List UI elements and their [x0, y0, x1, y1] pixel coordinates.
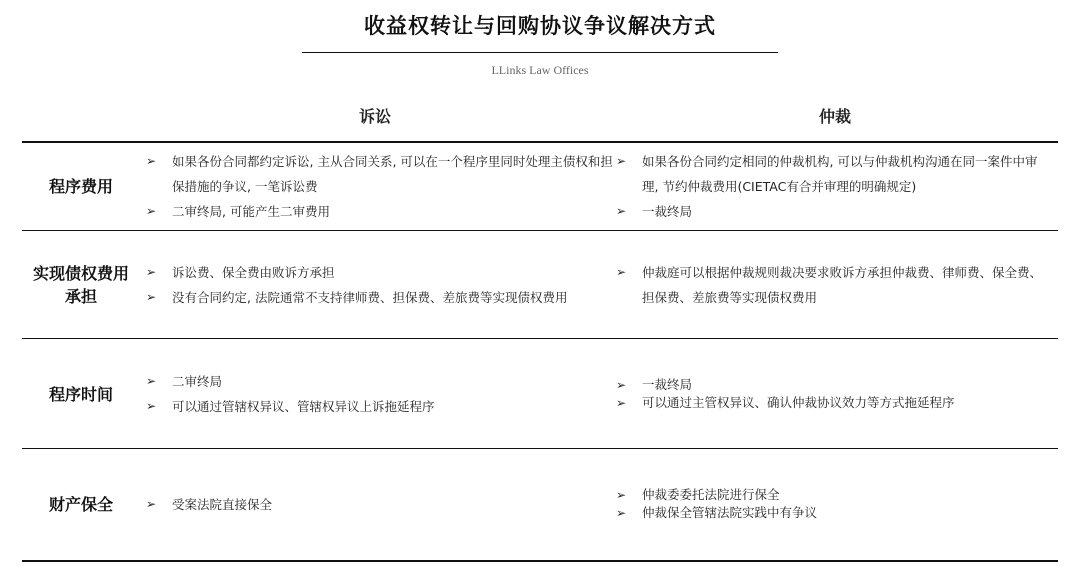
row-divider: [22, 230, 1058, 231]
table-bottom-rule: [22, 560, 1058, 562]
row-label: 程序时间: [48, 384, 113, 404]
row-divider: [22, 338, 1058, 339]
litigation-cell: [146, 143, 616, 230]
row-label: 程序费用: [48, 177, 113, 196]
arbitration-cell: [616, 340, 1052, 448]
table-row-enforcement-cost: [22, 232, 1058, 338]
arrow-bullet-icon: ➢: [146, 290, 157, 304]
list-item: ➢ 一裁终局: [616, 199, 1052, 224]
arrow-bullet-icon: ➢: [616, 488, 627, 502]
list-item: ➢ 可以通过主管权异议、确认仲裁协议效力等方式拖延程序: [616, 395, 955, 410]
arrow-bullet-icon: ➢: [616, 396, 627, 410]
arbitration-cell: [616, 143, 1052, 230]
list-item: ➢ 受案法院直接保全: [146, 492, 616, 517]
arbitration-cell: [616, 232, 1052, 338]
arrow-bullet-icon: ➢: [616, 378, 627, 392]
row-divider: [22, 448, 1058, 449]
list-item: ➢ 可以通过管辖权异议、管辖权异议上诉拖延程序: [146, 394, 616, 419]
list-item: ➢ 如果各份合同都约定诉讼, 主从合同关系, 可以在一个程序里同时处理主债权和担保措施的争议, 一笔诉讼费: [146, 149, 616, 199]
list-item: ➢ 没有合同约定, 法院通常不支持律师费、担保费、差旅费等实现债权费用: [146, 285, 616, 310]
column-header-litigation: 诉讼: [358, 107, 391, 126]
list-item: ➢ 如果各份合同约定相同的仲裁机构, 可以与仲裁机构沟通在同一案件中审理, 节约仲裁费用(CIETAC有合并审理的明确规定): [616, 149, 1052, 199]
arrow-bullet-icon: ➢: [146, 265, 157, 279]
list-item: ➢ 一裁终局: [616, 377, 693, 392]
arrow-bullet-icon: ➢: [146, 399, 157, 413]
row-label: 实现债权费用承担: [32, 264, 129, 306]
list-item: ➢ 二审终局: [146, 369, 616, 394]
table-row-property-preservation: [22, 450, 1058, 558]
arrow-bullet-icon: ➢: [616, 506, 627, 520]
list-item: ➢ 仲裁委委托法院进行保全: [616, 487, 780, 502]
row-label: 财产保全: [48, 494, 113, 514]
firm-name: LLinks Law Offices: [491, 63, 589, 77]
table-row-procedure-time: [22, 340, 1058, 448]
title-underline: [302, 52, 778, 53]
document-title: 收益权转让与回购协议争议解决方式: [364, 14, 716, 38]
arbitration-cell: [616, 450, 1052, 558]
column-header-arbitration: 仲裁: [818, 107, 851, 126]
arrow-bullet-icon: ➢: [146, 374, 157, 388]
litigation-cell: [146, 450, 616, 558]
arrow-bullet-icon: ➢: [616, 204, 627, 218]
arrow-bullet-icon: ➢: [146, 154, 157, 168]
list-item: ➢ 二审终局, 可能产生二审费用: [146, 199, 616, 224]
arrow-bullet-icon: ➢: [616, 265, 627, 279]
list-item: ➢ 仲裁庭可以根据仲裁规则裁决要求败诉方承担仲裁费、律师费、保全费、担保费、差旅费等实现债权费用: [616, 260, 1052, 310]
table-row-procedure-cost: [22, 143, 1058, 230]
arrow-bullet-icon: ➢: [616, 154, 627, 168]
litigation-cell: [146, 340, 616, 448]
list-item: ➢ 诉讼费、保全费由败诉方承担: [146, 260, 616, 285]
arrow-bullet-icon: ➢: [146, 496, 157, 511]
arrow-bullet-icon: ➢: [146, 204, 157, 218]
litigation-cell: [146, 232, 616, 338]
list-item: ➢ 仲裁保全管辖法院实践中有争议: [616, 505, 818, 520]
